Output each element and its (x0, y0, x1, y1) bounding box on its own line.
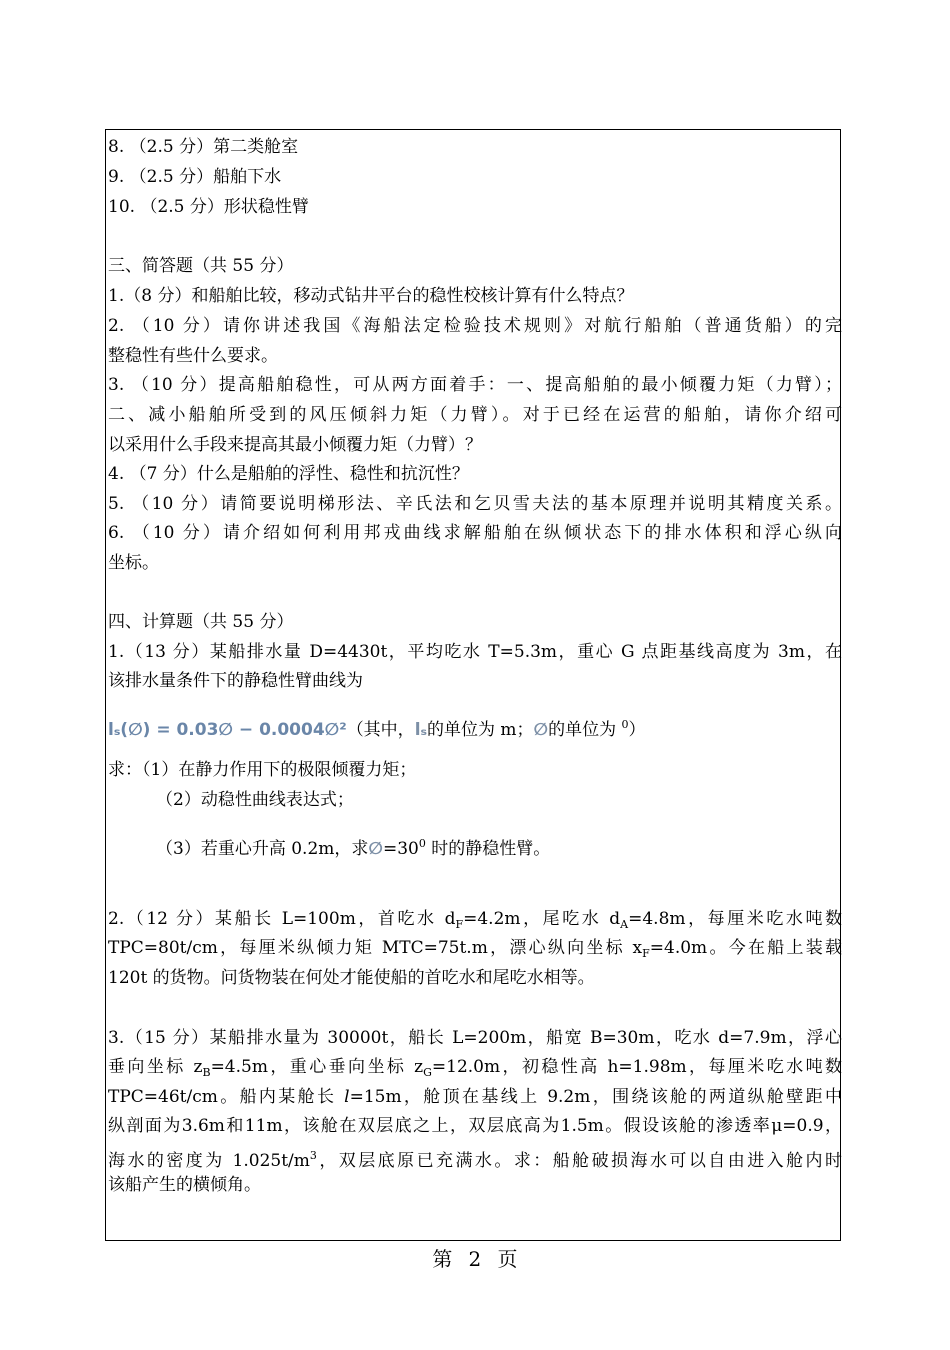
calc-problem-1-ask-1: 求：（1）在静力作用下的极限倾覆力矩； (108, 760, 417, 780)
calc-problem-3-line-1: 3.（15 分）某船排水量为 30000t，船长 L=200m，船宽 B=30m，吃水 d=7.9m，浮心 (108, 1028, 842, 1048)
short-question-3-line-3: 以采用什么手段来提高其最小倾覆力矩（力臂）？ (108, 435, 482, 455)
short-question-6-line-2: 坐标。 (108, 553, 159, 573)
short-question-2-line-1: 2. （10 分）请你讲述我国《海船法定检验技术规则》对航行船舶（普通货船）的完 (108, 316, 842, 336)
calc-problem-1-line-1: 1.（13 分）某船排水量 D=4430t，平均吃水 T=5.3m，重心 G 点距基线高度为 3m，在 (108, 642, 842, 662)
calc-problem-2-line-1: 2.（12 分）某船长 L=100m，首吃水 $d_F=4.2m$，尾吃水 $d_A=4.8m$，每厘米吃水吨数 (108, 909, 843, 931)
item-9: 9. （2.5 分）船舶下水 (108, 167, 282, 187)
phi-symbol: ∅ (368, 839, 383, 859)
short-question-1: 1.（8 分）和船舶比较，移动式钻井平台的稳性校核计算有什么特点？ (108, 286, 634, 306)
phi-symbol: ∅ (533, 720, 549, 740)
calc-problem-3-line-3: TPC=46t/cm。船内某舱长 l=15m，舱顶在基线上 9.2m，围绕该舱的两道纵舱壁距中 (108, 1087, 843, 1107)
section-4-heading: 四、计算题（共 55 分） (108, 612, 294, 632)
calc-problem-3-line-6: 该船产生的横倾角。 (108, 1175, 261, 1195)
short-question-4: 4. （7 分）什么是船舶的浮性、稳性和抗沉性？ (108, 464, 469, 484)
stability-formula-line: lₛ(∅) = 0.03∅ − 0.0004∅²（其中，lₛ的单位为 m；∅的单位为 $^0$） (108, 718, 646, 740)
calc-problem-3-line-2: 垂向坐标 $z_B=4.5m$，重心垂向坐标 $z_G=12.0m$，初稳性高 h=1.98m，每厘米吃水吨数 (108, 1057, 842, 1079)
l-symbol: lₛ (414, 720, 427, 740)
calc-problem-1-line-2: 该排水量条件下的静稳性臂曲线为 (108, 671, 363, 691)
item-10: 10. （2.5 分）形状稳性臂 (108, 197, 309, 217)
short-question-2-line-2: 整稳性有些什么要求。 (108, 346, 278, 366)
calc-problem-3-line-4: 纵剖面为3.6m和11m，该舱在双层底之上，双层底高为1.5m。假设该舱的渗透率μ=0.9， (108, 1116, 842, 1136)
short-question-3-line-2: 二、减小船舶所受到的风压倾斜力矩（力臂）。对于已经在运营的船舶，请你介绍可 (108, 405, 842, 425)
section-3-heading: 三、简答题（共 55 分） (108, 256, 294, 276)
short-question-3-line-1: 3. （10 分）提高船舶稳性，可从两方面着手：一、提高船舶的最小倾覆力矩（力臂）； (108, 375, 842, 395)
short-question-6-line-1: 6. （10 分）请介绍如何利用邦戎曲线求解船舶在纵倾状态下的排水体积和浮心纵向 (108, 523, 842, 543)
item-8: 8. （2.5 分）第二类舱室 (108, 137, 299, 157)
calc-problem-1-ask-3: （3）若重心升高 0.2m，求$\emptyset=30^0$ 时的静稳性臂。 (156, 837, 551, 859)
calc-problem-2-line-2: TPC=80t/cm，每厘米纵倾力矩 MTC=75t.m，漂心纵向坐标 $x_F=4.0m$。今在船上装载 (108, 938, 842, 960)
stability-formula: lₛ(∅) = 0.03∅ − 0.0004∅² (108, 720, 347, 740)
calc-problem-2-line-3: 120t 的货物。问货物装在何处才能使船的首吃水和尾吃水相等。 (108, 968, 595, 988)
calc-problem-3-line-5: 海水的密度为 $1.025t/m^3$，双层底原已充满水。求：船舱破损海水可以自由进入舱内时 (108, 1149, 842, 1171)
page-number: 第 2 页 (432, 1247, 518, 1271)
calc-problem-1-ask-2: （2）动稳性曲线表达式； (156, 790, 354, 810)
short-question-5: 5. （10 分）请简要说明梯形法、辛氏法和乞贝雪夫法的基本原理并说明其精度关系。 (108, 494, 842, 514)
